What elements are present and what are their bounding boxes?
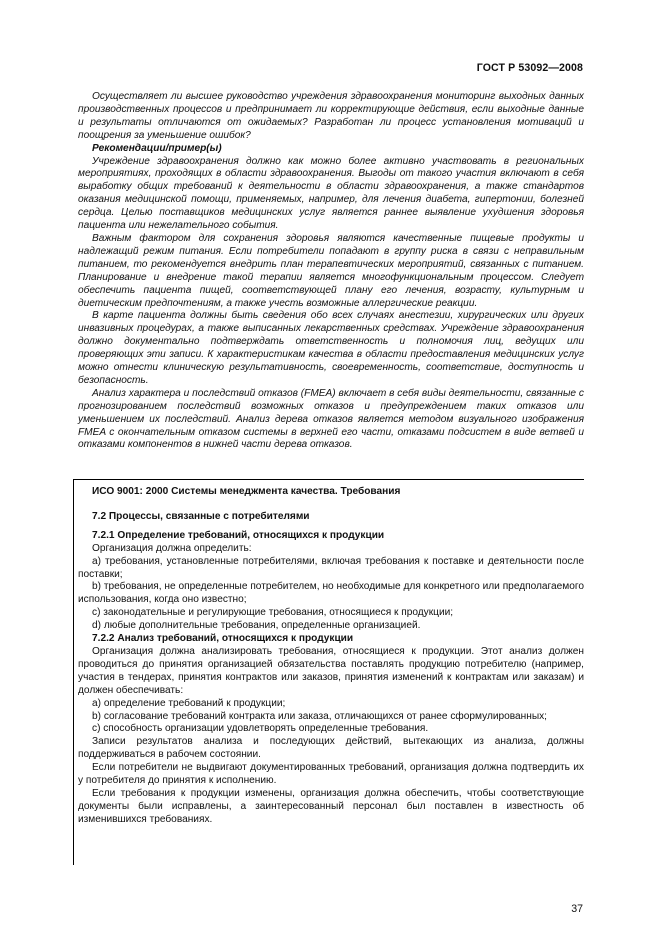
iso-standard-box (73, 479, 584, 865)
intro-paragraph: Осуществляет ли высшее руководство учреждения здравоохранения мониторинг выходных данных производственных процессов и предпринимает ли корректирующие действия, если выходные данные и результаты отличаются от ожидаемых? Разработан ли процесс установления мотиваций и поощрения за уменьшение ошибок? (78, 91, 584, 141)
requirement-line: Записи результатов анализа и последующих действий, вытекающих из анализа, должны поддерживаться в рабочем состоянии. (78, 736, 584, 761)
box-title: ИСО 9001: 2000 Системы менеджмента качества. Требования (92, 486, 401, 497)
recommendation-paragraph: Важным фактором для сохранения здоровья являются качественные пищевые продукты и надлежащий режим питания. Если потребители попадают в группу риска в связи с неправильным питанием, то рекомендуется внедрить план терапевтических мероприятий, связанных с питанием. Планирование и внедрение такой терапии является многофункциональным процессом. Следует обеспечить пациента пищей, соответствующей плану его лечения, возрасту, культурным и диетическим предпочтениям, а также учесть возможные аллергические реакции. (78, 232, 584, 309)
page-number: 37 (571, 903, 583, 915)
intro-text (78, 91, 584, 452)
requirement-line: с) законодательные и регулирующие требования, относящиеся к продукции; (92, 607, 454, 619)
requirement-line: Если потребители не выдвигают документированных требований, организация должна подтвердить их у потребителя до принятия к исполнению. (78, 762, 584, 787)
recommendation-paragraph: В карте пациента должны быть сведения обо всех случаях анестезии, хирургических или других инвазивных процедурах, а также выписанных лекарственных средствах. Учреждение здравоохранения должно документально подтверждать ответственность и полномочия лиц, ведущих или проверяющих эти записи. К характеристикам качества в области предоставления медицинских услуг можно отнести клиническую результативность, своевременность, соответствие, доступность и безопасность. (78, 310, 584, 386)
requirement-line: с) способность организации удовлетворять определенные требования. (92, 723, 429, 735)
requirement-line: b) согласование требований контракта или заказа, отличающихся от ранее сформулированных; (92, 710, 548, 722)
requirement-line: b) требования, не определенные потребителем, но необходимые для конкретного или предполагаемого использования, когда оно известно; (78, 581, 584, 606)
document-id: ГОСТ Р 53092—2008 (476, 62, 583, 74)
requirement-line: Если требования к продукции изменены, организация должна обеспечить, чтобы соответствующие документы были исправлены, а заинтересованный персонал был поставлен в известность об изменившихся требованиях. (78, 787, 584, 825)
section-heading: 7.2 Процессы, связанные с потребителями (92, 510, 310, 522)
requirement-line: Организация должна анализировать требования, относящиеся к продукции. Этот анализ должен проводиться до принятия организацией обязательства поставлять продукцию потребителю (например, участия в тендерах, принятия контрактов или заказов, принятия изменений к контрактам или заказам) и должен обеспечивать: (78, 645, 584, 696)
requirement-line: Организация должна определить: (92, 542, 252, 554)
requirement-line: а) требования, установленные потребителями, включая требования к поставке и деятельности после поставки; (78, 555, 584, 580)
requirement-line: а) определение требований к продукции; (92, 697, 286, 709)
recommendations-heading: Рекомендации/пример(ы) (92, 142, 222, 154)
recommendation-paragraph: Учреждение здравоохранения должно как можно более активно участвовать в региональных мероприятиях, проходящих в области здравоохранения. Выгоды от такого участия включают в себя выработку общих требований к деятельности в области здравоохранения, а также стандартов оказания медицинской помощи, применяемых, например, для лечения диабета, гипертонии, болезней сердца. Целью поставщиков медицинских услуг является раннее выявление ухудшения здоровья пациента или нежелательного события. (78, 155, 584, 232)
recommendation-paragraph: Анализ характера и последствий отказов (FMEA) включает в себя виды деятельности, связанные с прогнозированием последствий возможных отказов и предупреждением таких отказов или уменьшением их последствий. Анализ дерева отказов является методом визуального изображения FMEA с окончательным отказом системы в верхней его части, отказами подсистем в виде ветвей и отказами компонентов в нижней части дерева отказов. (78, 387, 584, 451)
subsection-heading: 7.2.1 Определение требований, относящихся к продукции (92, 529, 385, 541)
subsection-heading: 7.2.2 Анализ требований, относящихся к продукции (92, 633, 354, 645)
requirement-line: d) любые дополнительные требования, определенные организацией. (92, 620, 421, 632)
